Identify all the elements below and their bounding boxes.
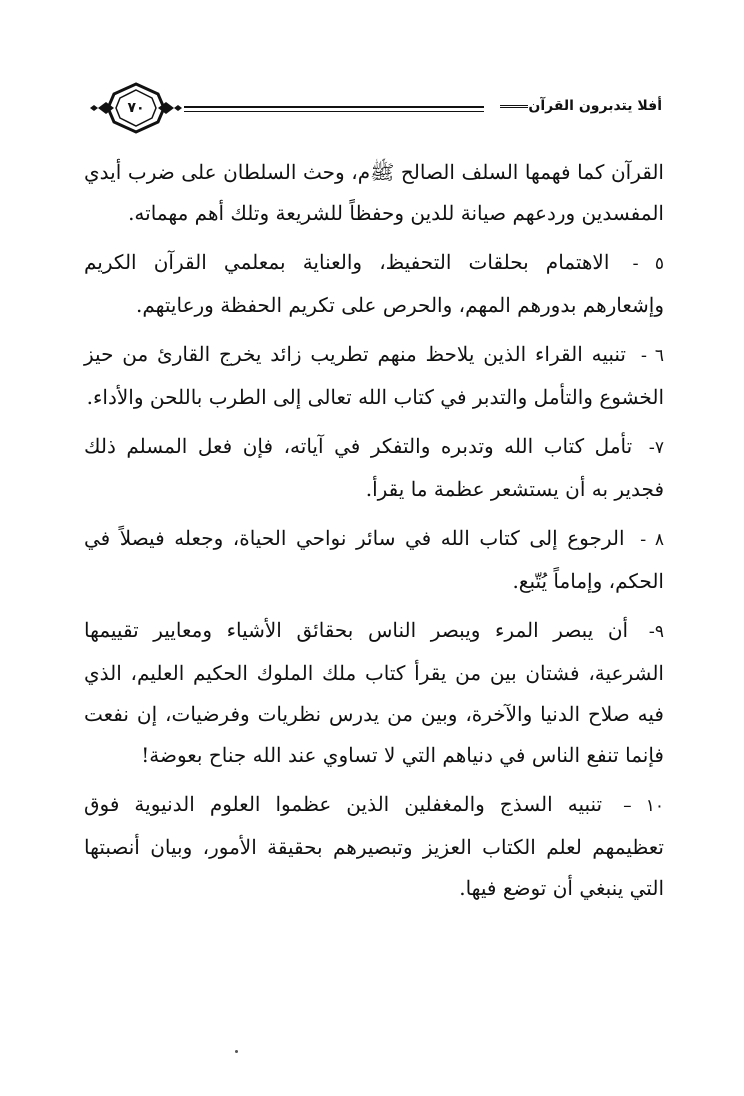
scan-speck (235, 1050, 238, 1053)
title-rule-mark (500, 105, 528, 108)
list-item (84, 610, 664, 776)
page-number-ornament (88, 82, 184, 134)
page-body (84, 152, 664, 917)
item-text: الرجوع إلى كتاب الله في سائر نواحي الحياة، وجعله فيصلاً في الحكم، وإماماً يُتّبع. (84, 526, 664, 593)
page-number: ٧٠ (127, 100, 145, 116)
item-text: تأمل كتاب الله وتدبره والتفكر في آياته، فإن فعل المسلم ذلك فجدير به أن يستشعر عظمة ما يقرأ. (84, 434, 664, 501)
item-number: ١٠ – (623, 796, 665, 816)
page-header (88, 82, 662, 134)
list-item (84, 334, 664, 418)
item-number: ٥ - (632, 254, 664, 274)
item-text: أن يبصر المرء ويبصر الناس بحقائق الأشياء ومعايير تقييمها الشرعية، فشتان بين من يقرأ كتاب ملك الملوك الحكيم العليم، الذي فيه صلاح الدنيا والآخرة، وبين من يدرس نظريات وفرضيات، إن نفعت فإنما تنفع الناس في دنياهم التي لا تساوي عند الله جناح بعوضة! (84, 618, 664, 767)
running-title-text: أفلا يتدبرون القرآن (528, 98, 662, 114)
item-number: ٦ - (640, 346, 664, 366)
item-text: الاهتمام بحلقات التحفيظ، والعناية بمعلمي القرآن الكريم وإشعارهم بدورهم المهم، والحرص على تكريم الحفظة ورعايتهم. (84, 250, 664, 317)
running-title (484, 96, 662, 116)
paragraph-continuation (84, 152, 664, 234)
list-item (84, 242, 664, 326)
list-item (84, 784, 664, 909)
item-text: تنبيه القراء الذين يلاحظ منهم تطريب زائد يخرج القارئ من حيز الخشوع والتأمل والتدبر في كتاب الله تعالى إلى الطرب باللحن والأداء. (84, 342, 664, 409)
item-number: ٧- (648, 438, 664, 458)
item-text: تنبيه السذج والمغفلين الذين عظموا العلوم الدنيوية فوق تعظيمهم لعلم الكتاب العزيز وتبصيرهم بحقيقة الأمور، وبيان أنصبتها التي ينبغي أن توضع فيها. (84, 792, 664, 900)
list-item (84, 518, 664, 602)
item-number: ٨ - (640, 530, 665, 550)
item-number: ٩- (648, 622, 664, 642)
paragraph-text: القرآن كما فهمها السلف الصالح ﷺم، وحث السلطان على ضرب أيدي المفسدين وردعهم صيانة للدين وحفظاً للشريعة وتلك أهم مهماته. (84, 160, 664, 225)
list-item (84, 426, 664, 510)
